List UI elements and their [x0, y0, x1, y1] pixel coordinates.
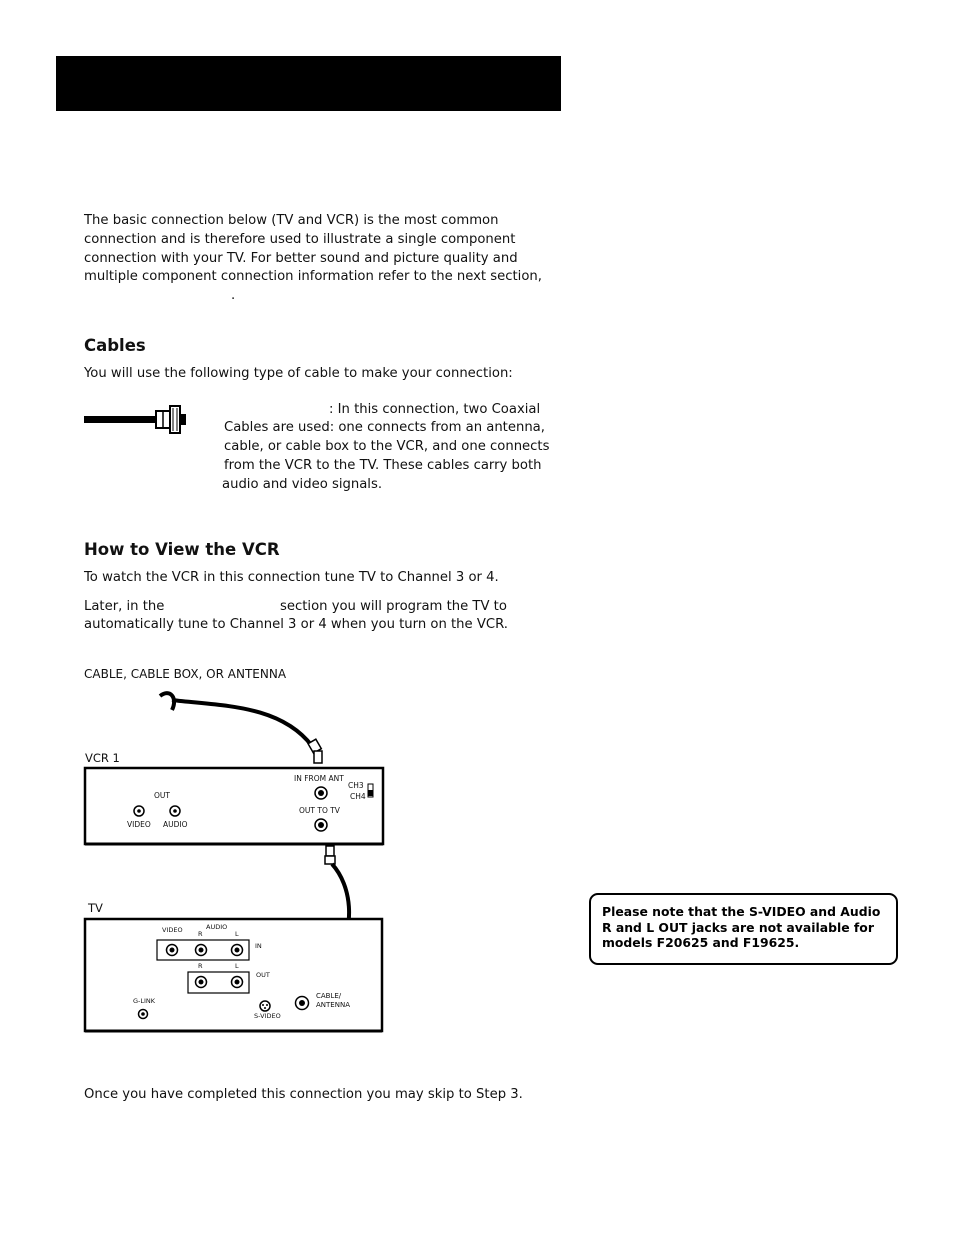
vcr-ch4-label: CH4	[350, 792, 366, 801]
tv-audio-l-in-jack	[232, 945, 243, 956]
vcr-video-label: VIDEO	[127, 820, 151, 829]
tv-audio-label: AUDIO	[206, 923, 228, 931]
intro-line-4: multiple component connection information refer to the next section,	[84, 269, 542, 284]
tv-l-out-label: L	[235, 962, 239, 970]
tv-glink-jack	[139, 1010, 148, 1019]
intro-line-5: .	[231, 288, 236, 303]
tv-r-in-label: R	[198, 930, 203, 938]
vcr-out-tv-jack	[315, 819, 327, 831]
coaxial-cable-icon	[84, 402, 194, 436]
vcr-audio-label: AUDIO	[163, 820, 188, 829]
vcr-out-label: OUT	[154, 791, 170, 800]
tv-audio-r-out-jack	[196, 977, 207, 988]
vcr-video-jack	[134, 806, 144, 816]
tv-l-in-label: L	[235, 930, 239, 938]
vcr-out-to-tv-label: OUT TO TV	[299, 806, 340, 815]
connection-diagram	[80, 680, 410, 1040]
tv-in-label: IN	[255, 942, 262, 950]
tv-svideo-jack	[260, 1001, 270, 1011]
incoming-cable	[172, 700, 312, 746]
coax-line-2: Cables are used: one connects from an antenna,	[224, 420, 545, 435]
intro-line-3: connection with your TV. For better sound and picture quality and	[84, 251, 518, 266]
intro-line-1: The basic connection below (TV and VCR) is the most common	[84, 213, 499, 228]
coax-line-4: from the VCR to the TV. These cables carry both	[224, 458, 542, 473]
note-text: Please note that the S-VIDEO and Audio R and L OUT jacks are not available for models F20625 and F19625.	[602, 904, 881, 950]
vcr-in-ant-jack	[315, 787, 327, 799]
tv-out-label: OUT	[256, 971, 270, 979]
middle-coax-connector	[325, 846, 335, 864]
vcr-in-from-ant-label: IN FROM ANT	[294, 774, 344, 783]
tv-r-out-label: R	[198, 962, 203, 970]
tv-title: TV	[88, 901, 103, 915]
view-text-2a: Later, in the	[84, 599, 165, 614]
cables-intro-text: You will use the following type of cable to make your connection:	[84, 366, 513, 381]
view-text-2c: automatically tune to Channel 3 or 4 when you turn on the VCR.	[84, 617, 508, 632]
closing-text: Once you have completed this connection you may skip to Step 3.	[84, 1087, 523, 1102]
tv-audio-r-in-jack	[196, 945, 207, 956]
tv-panel	[85, 919, 382, 1031]
vcr-ch3-label: CH3	[348, 781, 364, 790]
vcr-title: VCR 1	[85, 751, 120, 765]
tv-svideo-label: S-VIDEO	[254, 1012, 281, 1020]
header-bar	[56, 56, 561, 111]
cables-heading: Cables	[84, 336, 146, 355]
source-label: CABLE, CABLE BOX, OR ANTENNA	[84, 667, 287, 681]
view-vcr-heading: How to View the VCR	[84, 540, 280, 559]
coax-line-3: cable, or cable box to the VCR, and one connects	[224, 439, 550, 454]
view-text-1: To watch the VCR in this connection tune TV to Channel 3 or 4.	[84, 570, 499, 585]
tv-glink-label: G-LINK	[133, 997, 156, 1005]
tv-antenna-jack	[296, 997, 309, 1010]
tv-cable-label-1: CABLE/	[316, 992, 342, 1000]
tv-audio-l-out-jack	[232, 977, 243, 988]
tv-video-label: VIDEO	[162, 926, 183, 934]
intro-line-2: connection and is therefore used to illustrate a single component	[84, 232, 516, 247]
vcr-audio-jack	[170, 806, 180, 816]
top-coax-connector	[308, 739, 322, 763]
note-box	[589, 893, 898, 965]
view-text-2b: section you will program the TV to	[280, 599, 507, 614]
coax-line-1: : In this connection, two Coaxial	[329, 402, 541, 417]
tv-video-in-jack	[167, 945, 178, 956]
coax-line-5: audio and video signals.	[222, 477, 383, 492]
tv-cable-label-2: ANTENNA	[316, 1001, 350, 1009]
